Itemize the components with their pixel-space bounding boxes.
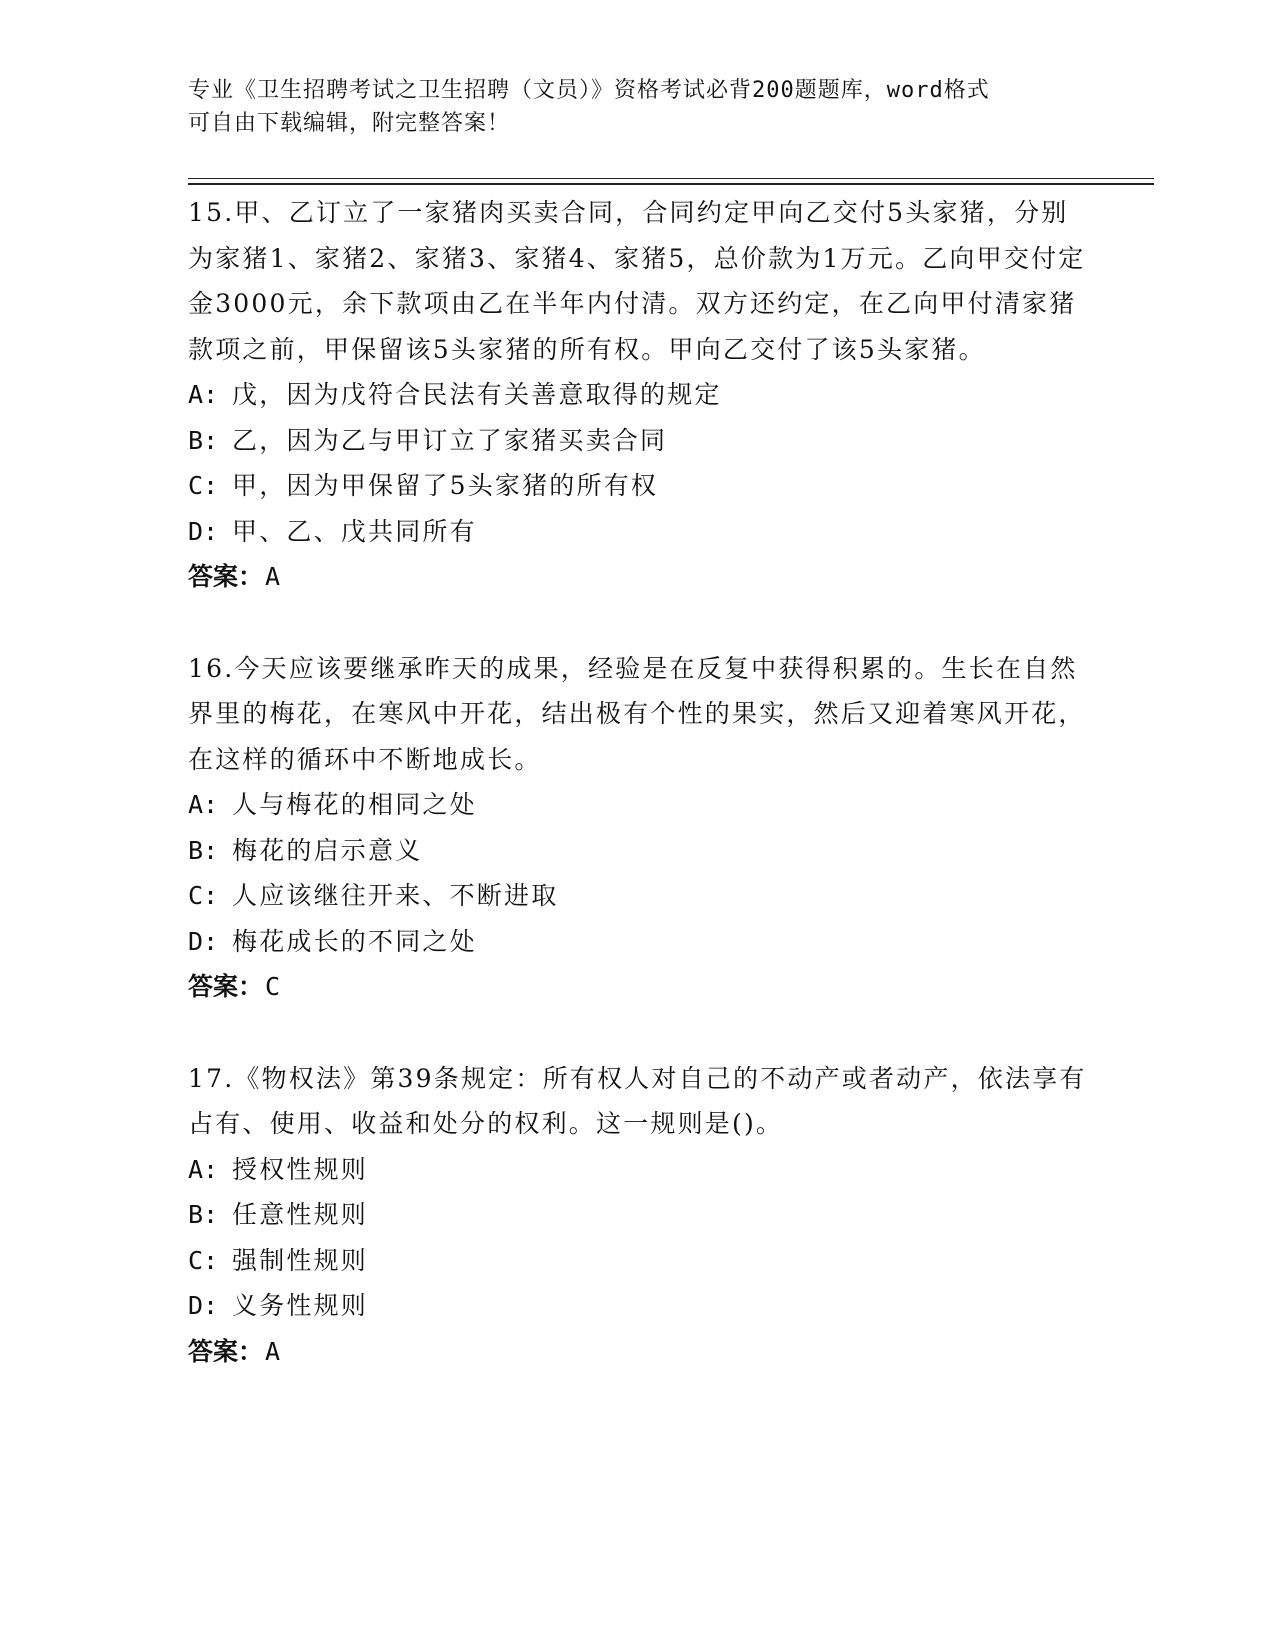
question-stem: 16.今天应该要继承昨天的成果，经验是在反复中获得积累的。生长在自然界里的梅花，在寒风中开花，结出极有个性的果实，然后又迎着寒风开花，在这样的循环中不断地成长。 [188, 653, 1086, 774]
option-d [188, 919, 1088, 965]
answer-label: 答案： [188, 1336, 264, 1366]
option-b [188, 828, 1088, 874]
header-divider-thick [188, 183, 1154, 185]
option-a [188, 782, 1088, 828]
option-key: C: [188, 881, 219, 910]
answer-value: C [265, 972, 281, 1001]
option-key: C: [188, 471, 219, 500]
option-b [188, 1192, 1088, 1238]
option-text: 梅花成长的不同之处 [232, 926, 477, 956]
option-key: B: [188, 1200, 219, 1229]
answer-label: 答案： [188, 972, 264, 1001]
header-line-1: 专业《卫生招聘考试之卫生招聘（文员）》资格考试必背200题题库，word格式 [188, 78, 990, 103]
option-c [188, 1238, 1088, 1284]
option-text: 授权性规则 [232, 1154, 369, 1184]
option-a [188, 372, 1088, 418]
answer-line [188, 554, 1088, 600]
option-key: A: [188, 380, 219, 409]
option-text: 梅花的启示意义 [232, 835, 423, 865]
option-d [188, 1283, 1088, 1329]
answer-label: 答案： [188, 562, 264, 591]
document-header [188, 74, 1088, 140]
option-c [188, 463, 1088, 509]
option-text: 甲、乙、戊共同所有 [232, 516, 477, 546]
header-divider [188, 178, 1154, 179]
option-key: D: [188, 516, 219, 546]
option-key: C: [188, 1245, 219, 1275]
answer-line [188, 1329, 1088, 1375]
option-text: 任意性规则 [232, 1200, 369, 1229]
header-line-2: 可自由下载编辑，附完整答案！ [188, 111, 511, 136]
question-15 [188, 190, 1088, 600]
answer-value: A [265, 1336, 281, 1366]
question-list [188, 190, 1088, 1420]
option-key: A: [188, 790, 219, 819]
question-stem: 17.《物权法》第39条规定：所有权人对自己的不动产或者动产，依法享有占有、使用、收益和处分的权利。这一规则是()。 [188, 1063, 1087, 1138]
option-key: A: [188, 1154, 219, 1184]
question-stem: 15.甲、乙订立了一家猪肉买卖合同，合同约定甲向乙交付5头家猪，分别为家猪1、家猪2、家猪3、家猪4、家猪5，总价款为1万元。乙向甲交付定金3000元，余下款项由乙在半年内付清。双方还约定，在乙向甲付清家猪款项之前，甲保留该5头家猪的所有权。甲向乙交付了该5头家猪。 [188, 198, 1086, 364]
option-text: 乙，因为乙与甲订立了家猪买卖合同 [232, 425, 668, 455]
option-text: 戊，因为戊符合民法有关善意取得的规定 [232, 380, 722, 409]
option-key: B: [188, 835, 219, 865]
option-text: 义务性规则 [232, 1291, 369, 1320]
option-text: 人与梅花的相同之处 [232, 790, 477, 819]
answer-line [188, 964, 1088, 1010]
option-text: 人应该继往开来、不断进取 [232, 881, 559, 910]
option-a [188, 1147, 1088, 1193]
option-b [188, 418, 1088, 464]
question-16 [188, 646, 1088, 1010]
option-key: D: [188, 926, 219, 956]
option-text: 甲，因为甲保留了5头家猪的所有权 [232, 471, 659, 500]
option-key: D: [188, 1291, 219, 1320]
option-key: B: [188, 425, 219, 455]
question-17 [188, 1056, 1088, 1375]
answer-value: A [265, 562, 281, 591]
option-d [188, 509, 1088, 555]
option-text: 强制性规则 [232, 1245, 369, 1275]
option-c [188, 873, 1088, 919]
